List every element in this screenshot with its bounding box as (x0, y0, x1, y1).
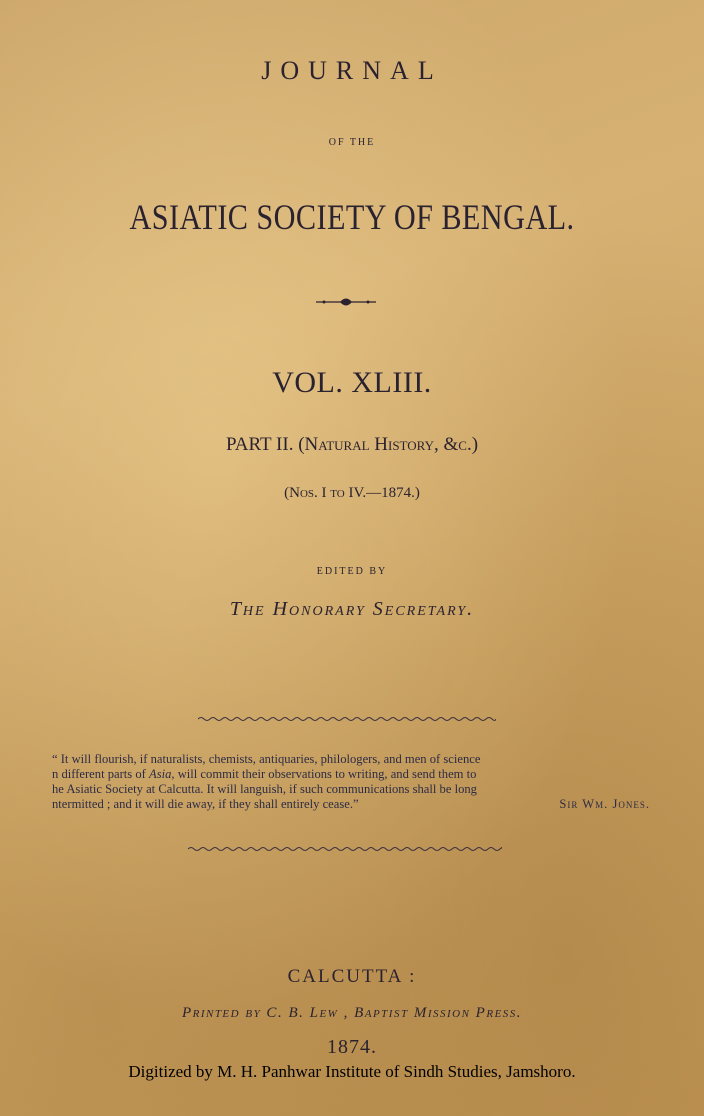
epigraph-line-4-text: ntermitted ; and it will die away, if they shall entirely cease.” (52, 797, 359, 811)
of-the-text: OF THE (328, 137, 376, 148)
epigraph-attribution: Sir Wm. Jones. (559, 797, 650, 811)
epigraph-italic-word: Asia, (149, 767, 175, 781)
edited-by-text: EDITED BY (316, 566, 388, 577)
wavy-rule-top-icon (198, 714, 496, 724)
epigraph-line-2-rest: will commit their observations to writing, and send them to (174, 767, 477, 781)
epigraph (52, 752, 650, 812)
imprint-year: 1874. (327, 1036, 377, 1058)
volume-heading: VOL. XLIII. (272, 366, 432, 399)
epigraph-line-3: he Asiatic Society at Calcutta. It will languish, if such communications shall be long (52, 782, 477, 796)
epigraph-line-2 (52, 767, 650, 782)
issue-numbers: (Nos. I to IV.—1874.) (284, 485, 420, 501)
journal-heading: JOURNAL (261, 56, 443, 85)
ornament-divider-icon (314, 292, 378, 312)
epigraph-line-2-start: n different parts of (52, 767, 149, 781)
editor-name: The Honorary Secretary. (229, 598, 475, 620)
digitization-credit: Digitized by M. H. Panhwar Institute of Sindh Studies, Jamshoro. (128, 1062, 576, 1081)
part-subtitle: (Natural History, &c.) (298, 434, 479, 455)
society-title: ASIATIC SOCIETY OF BENGAL. (129, 197, 575, 237)
part-number: PART II. (225, 434, 294, 455)
epigraph-line-1: “ It will flourish, if naturalists, chemists, antiquaries, philologers, and men of science (52, 752, 481, 766)
imprint-printer: Printed by C. B. Lew , Baptist Mission Press. (181, 1005, 523, 1021)
epigraph-line-4 (52, 797, 650, 812)
part-heading (0, 434, 704, 456)
wavy-rule-bottom-icon (188, 844, 502, 854)
imprint-city: CALCUTTA : (287, 966, 417, 987)
